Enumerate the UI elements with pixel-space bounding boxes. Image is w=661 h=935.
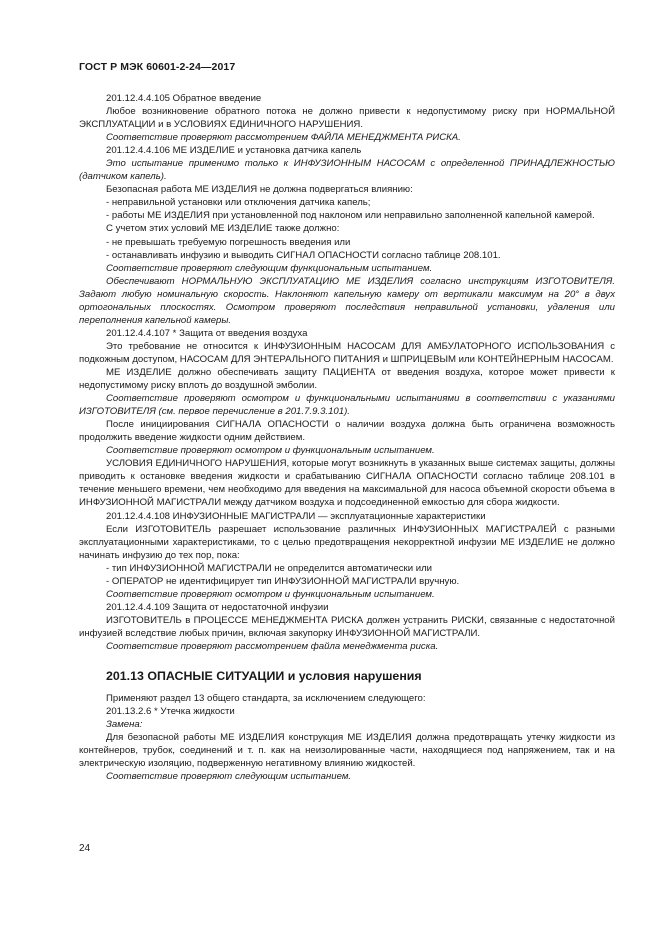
paragraph: С учетом этих условий МЕ ИЗДЕЛИЕ также должно:: [106, 223, 340, 235]
paragraph: - неправильной установки или отключения датчика капель;: [106, 197, 371, 209]
document-body: [79, 92, 615, 783]
paragraph: ИЗГОТОВИТЕЛЬ в ПРОЦЕССЕ МЕНЕДЖМЕНТА РИСКА должен устранить РИСКИ, связанные с недостаточной инфузией вследствие любых причин, включая закупорку ИНФУЗИОННОЙ МАГИСТРАЛИ.: [79, 614, 615, 639]
paragraph: Соответствие проверяют рассмотрением файла менеджмента риска.: [106, 640, 439, 652]
paragraph: - ОПЕРАТОР не идентифицирует тип ИНФУЗИОННОЙ МАГИСТРАЛИ вручную.: [106, 575, 460, 587]
paragraph: Соответствие проверяют осмотром и функциональными испытаниями в соответствии с указаниями ИЗГОТОВИТЕЛЯ (см. первое перечисление в 201.7.9.3.101).: [79, 393, 615, 418]
page-number: 24: [79, 843, 91, 854]
paragraph: Соответствие проверяют рассмотрением ФАЙЛА МЕНЕДЖМЕНТА РИСКА.: [106, 132, 461, 144]
paragraph: Обеспечивают НОРМАЛЬНУЮ ЭКСПЛУАТАЦИЮ МЕ ИЗДЕЛИЯ согласно инструкциям ИЗГОТОВИТЕЛЯ. Задают любую номинальную скорость. Наклоняют капельную камеру от вертикали максимум на 20° в двух ортогональных плоскостях. Осмотром проверяют последствия неправильной установки, удаления или переполнения капельной камеры.: [79, 275, 615, 326]
paragraph: МЕ ИЗДЕЛИЕ должно обеспечивать защиту ПАЦИЕНТА от введения воздуха, которое может привести к недопустимому риску вплоть до воздушной эмболии.: [79, 366, 615, 392]
paragraph: Соответствие проверяют осмотром и функциональным испытанием.: [106, 445, 435, 457]
paragraph: - не превышать требуемую погрешность введения или: [106, 236, 351, 248]
paragraph: Это требование не относится к ИНФУЗИОННЫМ НАСОСАМ ДЛЯ АМБУЛАТОРНОГО ИСПОЛЬЗОВАНИЯ с подкожным доступом, НАСОСАМ ДЛЯ ЭНТЕРАЛЬНОГО ПИТАНИЯ и ШПРИЦЕВЫМ или КОНТЕЙНЕРНЫМ НАСОСАМ.: [79, 340, 615, 365]
paragraph: Соответствие проверяют осмотром и функциональным испытанием.: [106, 588, 435, 600]
paragraph: - останавливать инфузию и выводить СИГНАЛ ОПАСНОСТИ согласно таблице 208.101.: [106, 249, 501, 261]
document-header: ГОСТ Р МЭК 60601-2-24—2017: [79, 61, 236, 73]
paragraph: 201.13.2.6 * Утечка жидкости: [106, 706, 235, 718]
paragraph: Применяют раздел 13 общего стандарта, за исключением следующего:: [106, 693, 426, 705]
paragraph: Безопасная работа МЕ ИЗДЕЛИЯ не должна подвергаться влиянию:: [106, 184, 413, 196]
paragraph: Соответствие проверяют следующим испытанием.: [106, 771, 352, 783]
paragraph: Для безопасной работы МЕ ИЗДЕЛИЯ конструкция МЕ ИЗДЕЛИЯ должна предотвращать утечку жидкости из контейнеров, трубок, соединений и т. п. как на неизолированные части, находящиеся под напряжением, так и на электрическую изоляцию, подверженную негативному влиянию жидкостей.: [79, 732, 615, 770]
paragraph: 201.12.4.4.106 МЕ ИЗДЕЛИЕ и установка датчика капель: [106, 145, 362, 157]
paragraph: Замена:: [106, 719, 143, 731]
paragraph: Любое возникновение обратного потока не должно привести к недопустимому риску при НОРМАЛЬНОЙ ЭКСПЛУАТАЦИИ и в УСЛОВИЯХ ЕДИНИЧНОГО НАРУШЕНИЯ.: [79, 106, 615, 131]
section-201-12-content: [79, 92, 615, 653]
paragraph: - тип ИНФУЗИОННОЙ МАГИСТРАЛИ не определится автоматически или: [106, 562, 433, 574]
paragraph: 201.12.4.4.109 Защита от недостаточной инфузии: [106, 601, 329, 613]
paragraph: 201.12.4.4.108 ИНФУЗИОННЫЕ МАГИСТРАЛИ — эксплуатационные характеристики: [106, 510, 486, 522]
paragraph: УСЛОВИЯ ЕДИНИЧНОГО НАРУШЕНИЯ, которые могут возникнуть в указанных выше системах защиты, должны приводить к остановке введения жидкости и срабатыванию СИГНАЛА ОПАСНОСТИ согласно таблице 208.101 в течение меньшего времени, чем необходимо для введения на максимальной для насоса объемной скорости объема в ИНФУЗИОННОЙ МАГИСТРАЛИ между датчиком воздуха и подсоединенной емкостью для сбора жидкости.: [79, 458, 615, 509]
paragraph: Если ИЗГОТОВИТЕЛЬ разрешает использование различных ИНФУЗИОННЫХ МАГИСТРАЛЕЙ с разными эксплуатационными характеристиками, то с целью предотвращения некорректной инфузии МЕ ИЗДЕЛИЕ не должно начинать инфузию до тех пор, пока:: [79, 523, 615, 561]
paragraph: После инициирования СИГНАЛА ОПАСНОСТИ о наличии воздуха должна быть ограничена возможность продолжить введение жидкости одним действием.: [79, 419, 615, 444]
paragraph: 201.12.4.4.105 Обратное введение: [106, 93, 262, 104]
section-201-13-content: [79, 692, 615, 783]
paragraph: Соответствие проверяют следующим функциональным испытанием.: [106, 262, 433, 274]
paragraph: - работы МЕ ИЗДЕЛИЯ при установленной под наклоном или неправильно заполненной капельной камерой.: [106, 210, 595, 222]
paragraph: 201.12.4.4.107 * Защита от введения воздуха: [106, 327, 308, 339]
section-heading: 201.13 ОПАСНЫЕ СИТУАЦИИ и условия нарушения: [106, 669, 422, 684]
paragraph: Это испытание применимо только к ИНФУЗИОННЫМ НАСОСАМ с определенной ПРИНАДЛЕЖНОСТЬЮ (датчиком капель).: [79, 158, 615, 183]
